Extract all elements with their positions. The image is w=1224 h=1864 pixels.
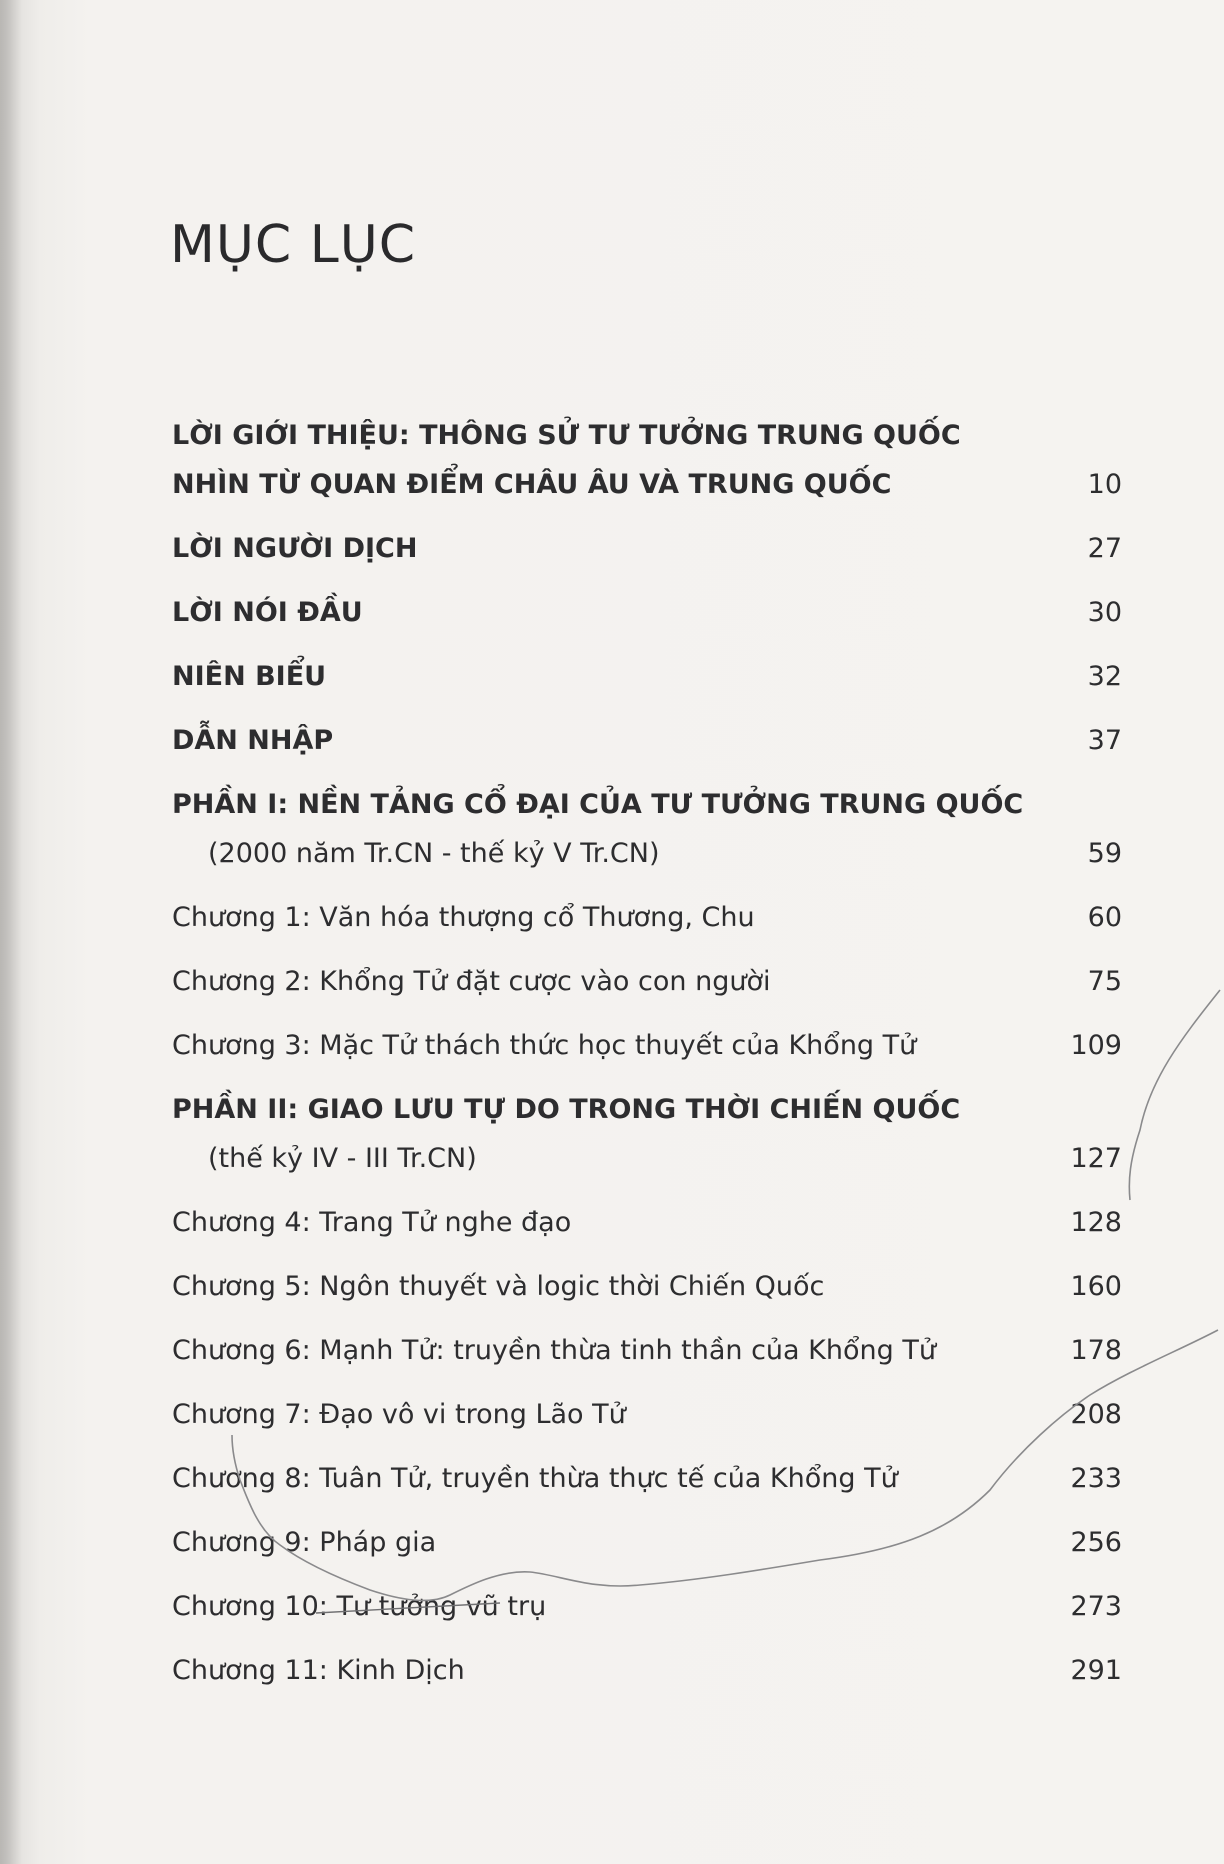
toc-entry-label: PHẦN I: NỀN TẢNG CỔ ĐẠI CỦA TƯ TƯỞNG TRUNG QUỐC (172, 789, 1024, 820)
toc-entry (172, 469, 1122, 509)
toc-entry-page: 233 (1070, 1463, 1122, 1494)
toc-entry (172, 1527, 1122, 1567)
toc-entry-label: LỜI GIỚI THIỆU: THÔNG SỬ TƯ TƯỞNG TRUNG QUỐC (172, 420, 961, 451)
page-title: MỤC LỤC (170, 215, 417, 275)
toc-entry-page: 127 (1070, 1143, 1122, 1174)
toc-entry-label: Chương 8: Tuân Tử, truyền thừa thực tế của Khổng Tử (172, 1463, 898, 1494)
toc-entry (172, 1207, 1122, 1247)
toc-entry-label: DẪN NHẬP (172, 725, 334, 756)
toc-entry-page: 30 (1087, 597, 1122, 628)
toc-entry (172, 533, 1122, 573)
toc-entry (172, 1399, 1122, 1439)
toc-entry-page: 160 (1070, 1271, 1122, 1302)
toc-entry-label: LỜI NÓI ĐẦU (172, 597, 363, 628)
toc-entry-label: PHẦN II: GIAO LƯU TỰ DO TRONG THỜI CHIẾN QUỐC (172, 1094, 961, 1125)
toc-entry-label: Chương 7: Đạo vô vi trong Lão Tử (172, 1399, 626, 1430)
toc-entry-label: (thế kỷ IV - III Tr.CN) (208, 1143, 477, 1174)
toc-entry-label: Chương 6: Mạnh Tử: truyền thừa tinh thần của Khổng Tử (172, 1335, 936, 1366)
toc-entry-label: (2000 năm Tr.CN - thế kỷ V Tr.CN) (208, 838, 660, 869)
toc-entry-page: 10 (1087, 469, 1122, 500)
toc-entry-page: 273 (1070, 1591, 1122, 1622)
toc-entry-label: Chương 2: Khổng Tử đặt cược vào con người (172, 966, 771, 997)
toc-entry-label: Chương 3: Mặc Tử thách thức học thuyết của Khổng Tử (172, 1030, 917, 1061)
toc-entry (172, 597, 1122, 637)
toc-entry (172, 420, 1122, 460)
toc-entry-label: Chương 9: Pháp gia (172, 1527, 437, 1558)
toc-entry (172, 725, 1122, 765)
toc-entry-label: Chương 4: Trang Tử nghe đạo (172, 1207, 572, 1238)
toc-entry-page: 32 (1087, 661, 1122, 692)
toc-entry-page: 109 (1070, 1030, 1122, 1061)
toc-entry-page: 60 (1087, 902, 1122, 933)
toc-entry (172, 1463, 1122, 1503)
toc-entry-label: Chương 10: Tư tưởng vũ trụ (172, 1591, 547, 1622)
toc-entry-page: 27 (1087, 533, 1122, 564)
toc-entry (172, 902, 1122, 942)
toc-entry-page: 178 (1070, 1335, 1122, 1366)
toc-entry (172, 838, 1122, 878)
toc-entry (172, 661, 1122, 701)
toc-entry (172, 966, 1122, 1006)
toc-entry (172, 1335, 1122, 1375)
toc-entry (172, 789, 1122, 829)
toc-entry (172, 1143, 1122, 1183)
toc-entry-page: 59 (1087, 838, 1122, 869)
toc-entry-label: NIÊN BIỂU (172, 661, 327, 692)
toc-entry-label: NHÌN TỪ QUAN ĐIỂM CHÂU ÂU VÀ TRUNG QUỐC (172, 469, 892, 500)
toc-entry (172, 1655, 1122, 1695)
toc-entry (172, 1271, 1122, 1311)
toc-entry-page: 75 (1087, 966, 1122, 997)
toc-entry-page: 256 (1070, 1527, 1122, 1558)
book-spine-shadow (0, 0, 22, 1864)
toc-entry-page: 291 (1070, 1655, 1122, 1686)
toc-entry-label: Chương 11: Kinh Dịch (172, 1655, 465, 1686)
toc-entry-label: Chương 5: Ngôn thuyết và logic thời Chiến Quốc (172, 1271, 825, 1302)
toc-entry-page: 37 (1087, 725, 1122, 756)
toc-entry (172, 1591, 1122, 1631)
toc-entry-page: 128 (1070, 1207, 1122, 1238)
toc-entry-page: 208 (1070, 1399, 1122, 1430)
toc-entry (172, 1030, 1122, 1070)
toc-entry-label: Chương 1: Văn hóa thượng cổ Thương, Chu (172, 902, 755, 933)
toc-entry-label: LỜI NGƯỜI DỊCH (172, 533, 418, 564)
toc-entry (172, 1094, 1122, 1134)
